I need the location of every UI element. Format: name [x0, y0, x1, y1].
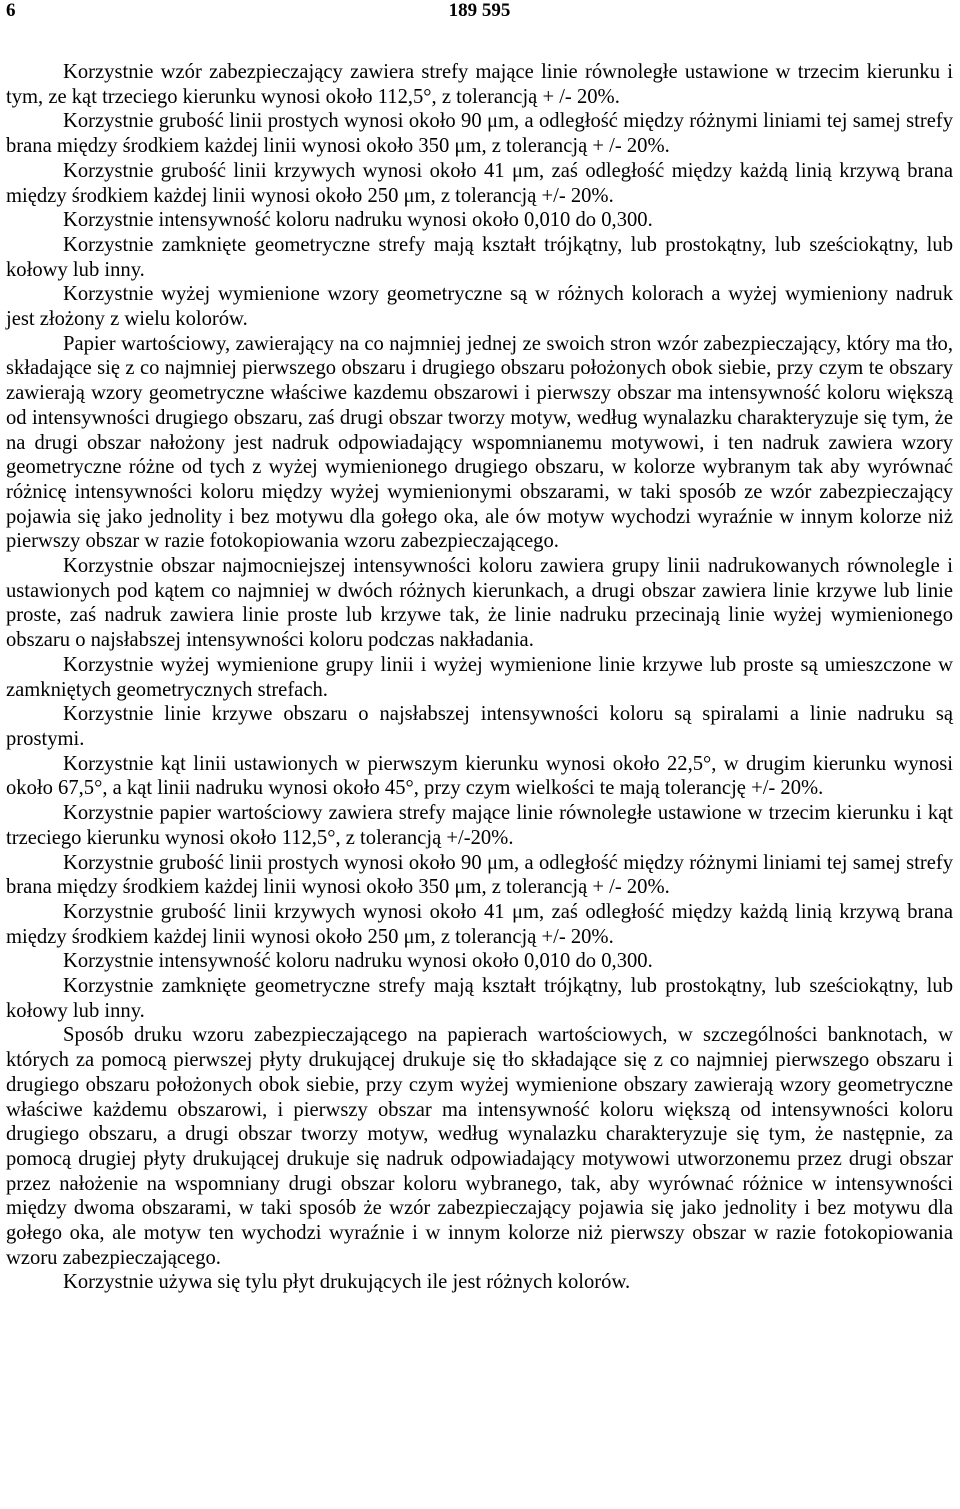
paragraph-7: Papier wartościowy, zawierający na co najmniej jednej ze swoich stron wzór zabezpieczający, który ma tło, składające się z co najmniej pierwszego obszaru i drugiego obszaru położonych obok siebie, przy czym te obszary zawierają wzory geometryczne właściwe kazdemu obszarowi i pierwszy obszar ma intensywność koloru większą od intensywności drugiego obszaru, zaś drugi obszar tworzy motyw, według wynalazku charakteryzuje się tym, że na drugi obszar nałożony jest nadruk odpowiadający wspomnianemu motywowi, i ten nadruk zawiera wzory geometryczne różne od tych z wyżej wymienionego drugiego obszaru, w kolorze wybranym tak aby wyrównać różnicę intensywności koloru między wyżej wymienionymi obszarami, w taki sposób ze wzór zabezpieczający pojawia się jako jednolity i bez motywu dla gołego oka, ale ów motyw wychodzi wyraźnie w innym kolorze niż pierwszy obszar w razie fotokopiowania wzoru zabezpieczającego.: [6, 332, 953, 553]
paragraph-2: Korzystnie grubość linii prostych wynosi około 90 μm, a odległość między różnymi liniami tej samej strefy brana między środkiem każdej linii wynosi około 350 μm, z tolerancją + /- 20%.: [6, 110, 953, 158]
paragraph-13: Korzystnie grubość linii prostych wynosi około 90 μm, a odległość między różnymi liniami tej samej strefy brana między środkiem każdej linii wynosi około 350 μm, z tolerancją + /- 20%.: [6, 851, 953, 899]
page-header: [6, 0, 953, 24]
paragraph-4: Korzystnie intensywność koloru nadruku wynosi około 0,010 do 0,300.: [63, 209, 653, 232]
document-body: [6, 60, 953, 1295]
paragraph-1: Korzystnie wzór zabezpieczający zawiera strefy mające linie równoległe ustawione w trzecim kierunku i tym, ze kąt trzeciego kierunku wynosi około 112,5°, z tolerancją + /- 20%.: [6, 61, 953, 108]
paragraph-8: Korzystnie obszar najmocniejszej intensywności koloru zawiera grupy linii nadrukowanych równolegle i ustawionych pod kątem co najmniej w dwóch różnych kierunkach, a drugi obszar zawiera linie krzywe lub linie proste, zaś nadruk zawiera linie proste lub krzywe tak, że linie nadruku przecinają linie wyżej wymienionego obszaru o najsłabszej intensywności koloru podczas nakładania.: [6, 555, 953, 652]
paragraph-5: Korzystnie zamknięte geometryczne strefy mają kształt trójkątny, lub prostokątny, lub sześciokątny, lub kołowy lub inny.: [6, 233, 953, 281]
paragraph-11: Korzystnie kąt linii ustawionych w pierwszym kierunku wynosi około 22,5°, w drugim kierunku wynosi około 67,5°, a kąt linii nadruku wynosi około 45°, przy czym wielkości te mają tolerancję +/- 20%.: [6, 752, 953, 800]
paragraph-14: Korzystnie grubość linii krzywych wynosi około 41 μm, zaś odległość między każdą linią krzywą brana między środkiem każdej linii wynosi około 250 μm, z tolerancją +/- 20%.: [6, 900, 953, 948]
paragraph-18: Korzystnie używa się tylu płyt drukujących ile jest różnych kolorów.: [63, 1271, 631, 1294]
paragraph-15: Korzystnie intensywność koloru nadruku wynosi około 0,010 do 0,300.: [63, 950, 653, 973]
paragraph-9: Korzystnie wyżej wymienione grupy linii i wyżej wymienione linie krzywe lub proste są umieszczone w zamkniętych geometrycznych strefach.: [6, 653, 953, 701]
paragraph-12: Korzystnie papier wartościowy zawiera strefy mające linie równoległe ustawione w trzecim kierunku i kąt trzeciego kierunku wynosi około 112,5°, z tolerancją +/-20%.: [6, 802, 953, 849]
paragraph-3: Korzystnie grubość linii krzywych wynosi około 41 μm, zaś odległość między każdą linią krzywą brana między środkiem każdej linii wynosi około 250 μm, z tolerancją +/- 20%.: [6, 159, 953, 207]
paragraph-10: Korzystnie linie krzywe obszaru o najsłabszej intensywności koloru są spiralami a linie nadruku są prostymi.: [6, 703, 953, 750]
paragraph-6: Korzystnie wyżej wymienione wzory geometryczne są w różnych kolorach a wyżej wymieniony nadruk jest złożony z wielu kolorów.: [6, 283, 953, 331]
document-number: 189 595: [448, 0, 511, 21]
paragraph-17: Sposób druku wzoru zabezpieczającego na papierach wartościowych, w szczególności banknotach, w których za pomocą pierwszej płyty drukującej drukuje się tło składające się z co najmniej pierwszego obszaru i drugiego obszaru położonych obok siebie, przy czym wyżej wymienione obszary zawierają wzory geometryczne właściwe każdemu obszarowi, i pierwszy obszar ma intensywność koloru większą od intensywności koloru drugiego obszaru, a drugi obszar tworzy motyw, według wynalazku charakteryzuje się tym, że następnie, za pomocą drugiej płyty drukującej drukuje się nadruk odpowiadający motywowi utworzonemu przez drugi obszar przez nałożenie na wspomniany drugi obszar koloru wybranego, tak, aby wyrównać różnice w intensywności między dwoma obszarami, w taki sposób że wzór zabezpieczający pojawia się jako jednolity i bez motywu dla gołego oka, ale motyw ten wychodzi wyraźnie i w innym kolorze niż pierwszy obszar w razie fotokopiowania wzoru zabezpieczającego.: [6, 1024, 953, 1269]
paragraph-16: Korzystnie zamknięte geometryczne strefy mają kształt trójkątny, lub prostokątny, lub sześciokątny, lub kołowy lub inny.: [6, 975, 953, 1022]
page-number: 6: [6, 0, 16, 21]
